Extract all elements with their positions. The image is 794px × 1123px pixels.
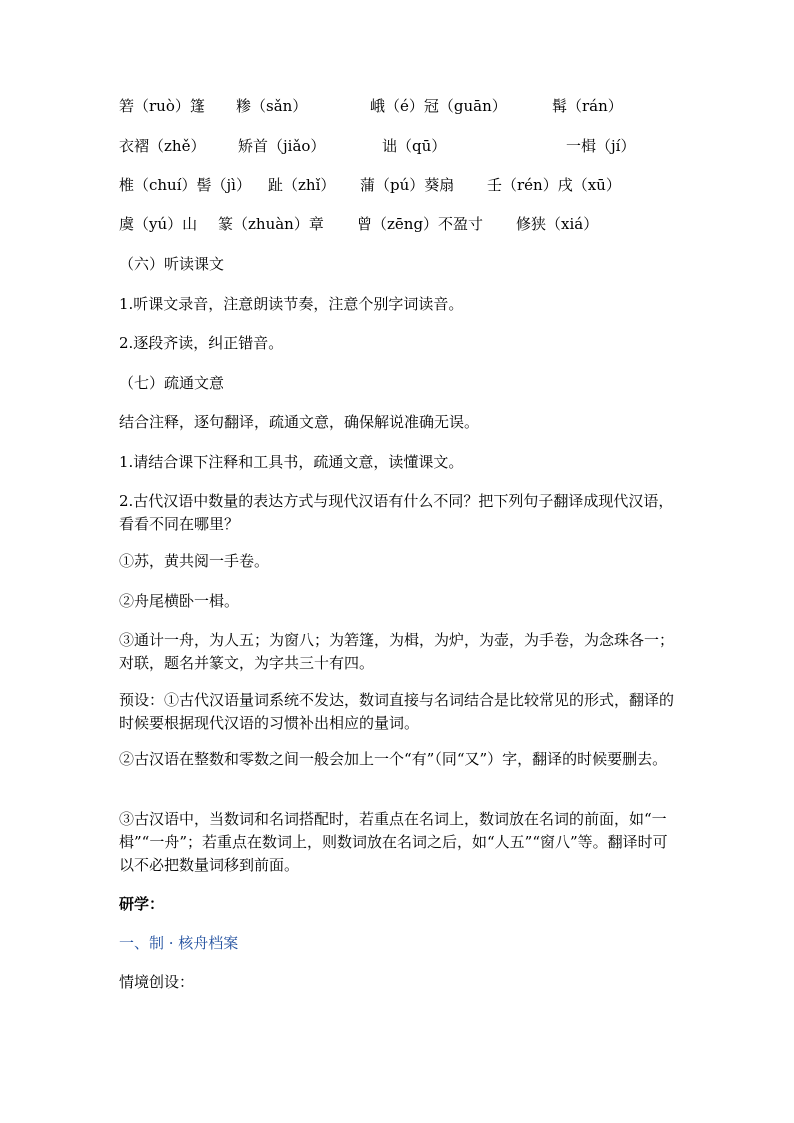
section7-intro: 结合注释，逐句翻译，疏通文意，确保解说准确无误。 <box>119 413 480 431</box>
vocab-item: 蒲（pú）葵扇 <box>360 176 455 194</box>
vocab-item: 诎（qū） <box>382 137 447 155</box>
answer-3: ③古汉语中，当数词和名词搭配时，若重点在名词上，数词放在名词的前面，如“一楫”“一舟”；若重点在数词上，则数词放在名词之后，如“人五”“窗八”等。翻译时可以不必把数量词移到前面。 <box>119 810 668 874</box>
vocab-item: 椎（chuí）髻（jì） <box>119 176 251 194</box>
section6-heading: （六）听读课文 <box>119 255 225 273</box>
vocab-item: 篆（zhuàn）章 <box>218 215 324 233</box>
example-sentence-1: ①苏，黄共阅一手卷。 <box>119 552 270 570</box>
example-sentence-3: ③通计一舟，为人五；为窗八；为箬篷，为楫，为炉，为壶，为手卷，为念珠各一；对联，题名并篆文，为字共三十有四。 <box>119 631 675 672</box>
research-subheading: 一、制 · 核舟档案 <box>119 934 239 952</box>
vocab-item: 一楫（jí） <box>566 137 636 155</box>
answer-1: 预设：①古代汉语量词系统不发达，数词直接与名词结合是比较常见的形式，翻译的时候要根据现代汉语的习惯补出相应的量词。 <box>119 691 675 732</box>
vocab-item: 虞（yú）山 <box>119 215 198 233</box>
section7-item-2: 2.古代汉语中数量的表达方式与现代汉语有什么不同？把下列句子翻译成现代汉语，看看不同在哪里？ <box>119 492 674 533</box>
section7-heading: （七）疏通文意 <box>119 374 225 392</box>
vocab-item: 趾（zhǐ） <box>268 176 336 194</box>
scenario-label: 情境创设： <box>119 973 195 991</box>
vocab-item: 髯（rán） <box>552 97 623 115</box>
answer-2: ②古汉语在整数和零数之间一般会加上一个“有”（同“又”）字，翻译的时候要删去。 <box>119 750 668 768</box>
section7-item-1: 1.请结合课下注释和工具书，疏通文意，读懂课文。 <box>119 453 464 471</box>
vocab-item: 峨（é）冠（guān） <box>370 97 507 115</box>
vocab-item: 曾（zēng）不盈寸 <box>357 215 484 233</box>
vocab-item: 衣褶（zhě） <box>119 137 206 155</box>
section6-item-2: 2.逐段齐读，纠正错音。 <box>119 334 284 352</box>
vocab-item: 箬（ruò）篷 <box>119 97 205 115</box>
vocab-item: 壬（rén）戌（xū） <box>487 176 621 194</box>
vocab-item: 糁（sǎn） <box>236 97 308 115</box>
vocab-item: 矫首（jiǎo） <box>238 137 326 155</box>
example-sentence-2: ②舟尾横卧一楫。 <box>119 592 240 610</box>
vocab-item: 修狭（xiá） <box>516 215 599 233</box>
research-heading: 研学： <box>119 895 165 913</box>
section6-item-1: 1.听课文录音，注意朗读节奏，注意个别字词读音。 <box>119 295 464 313</box>
